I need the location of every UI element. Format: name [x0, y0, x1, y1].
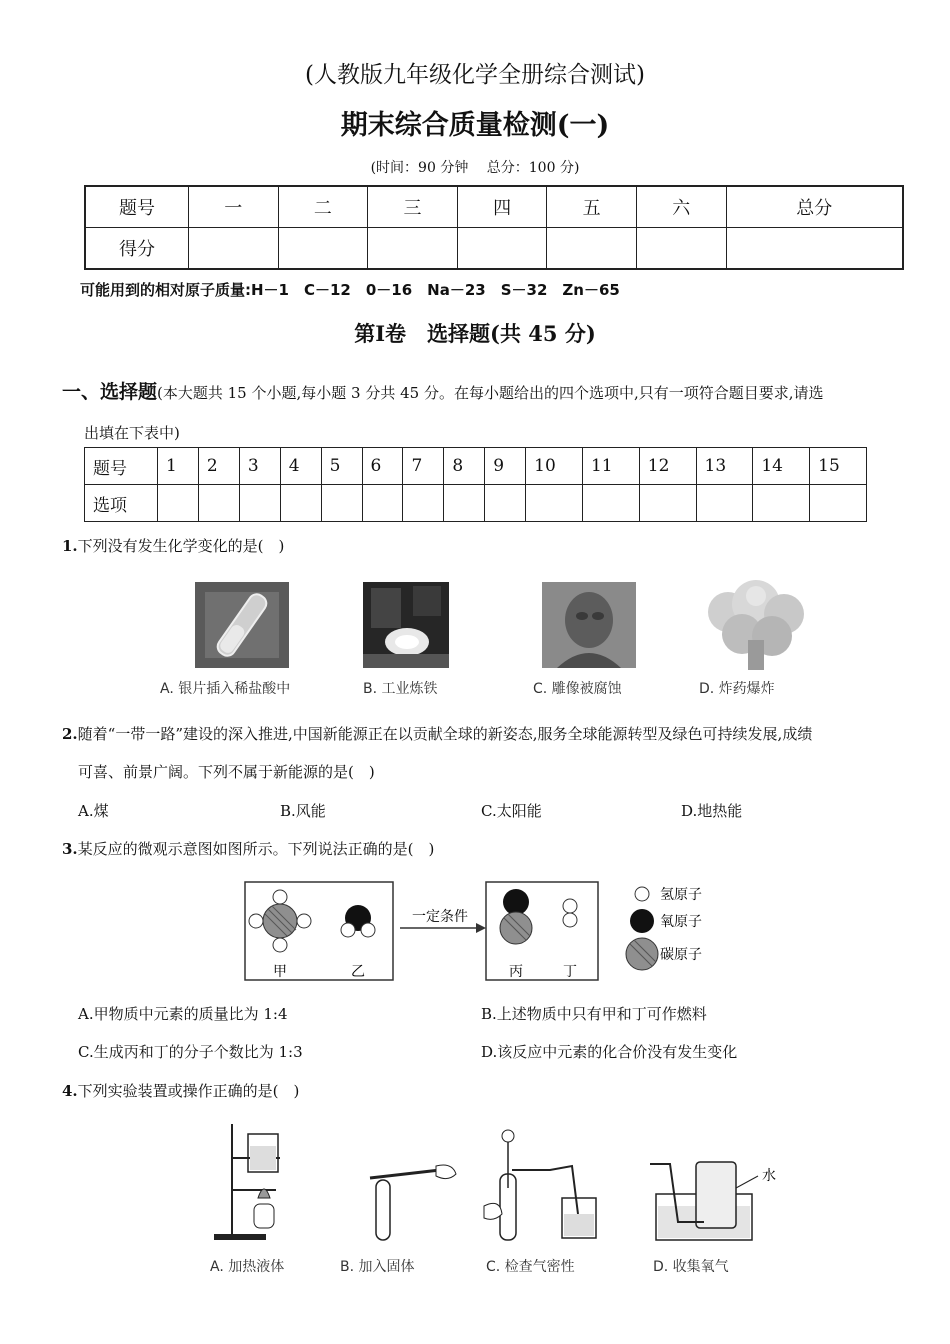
- score-input-cell[interactable]: [189, 228, 279, 270]
- answer-number: 6: [362, 448, 403, 485]
- q2-option-a[interactable]: A.煤: [78, 802, 109, 820]
- q1-caption-c: C. 雕像被腐蚀: [533, 681, 622, 697]
- legend-carbon: 碳原子: [660, 947, 702, 963]
- legend-hydrogen: 氢原子: [660, 887, 702, 903]
- question-text: 下列实验装置或操作正确的是( ): [77, 1082, 300, 1100]
- answer-header-label: 题号: [85, 448, 158, 485]
- answer-cell[interactable]: [198, 485, 239, 522]
- label-jia: 甲: [273, 964, 287, 980]
- question-2: [62, 723, 912, 744]
- explosion-photo: [698, 578, 814, 672]
- question-text: 下列没有发生化学变化的是( ): [77, 537, 285, 555]
- answer-number: 9: [485, 448, 526, 485]
- score-header-cell: 总分: [726, 186, 903, 228]
- score-header-cell: 二: [278, 186, 368, 228]
- score-header-cell: 五: [547, 186, 637, 228]
- question-3: [62, 838, 434, 859]
- section-title: 第Ⅰ卷 选择题(共 45 分): [354, 321, 596, 346]
- q3-option-d[interactable]: D.该反应中元素的化合价没有发生变化: [481, 1043, 738, 1061]
- score-input-cell[interactable]: [457, 228, 547, 270]
- answer-number: 7: [403, 448, 444, 485]
- q2-option-b[interactable]: B.风能: [280, 802, 326, 820]
- answer-number: 4: [280, 448, 321, 485]
- answer-cell[interactable]: [485, 485, 526, 522]
- score-header-cell: 四: [457, 186, 547, 228]
- time-info: (时间：90 分钟 总分：100 分): [370, 160, 580, 176]
- score-input-cell[interactable]: [636, 228, 726, 270]
- part1-intro: [62, 372, 902, 453]
- answer-cell[interactable]: [696, 485, 753, 522]
- airtightness-apparatus: [484, 1130, 596, 1240]
- statue-photo: [542, 582, 636, 668]
- q3-option-a[interactable]: A.甲物质中元素的质量比为 1:4: [78, 1005, 288, 1023]
- answer-cell[interactable]: [403, 485, 444, 522]
- score-row-label: 得分: [85, 228, 189, 270]
- score-input-cell[interactable]: [547, 228, 637, 270]
- arrow-label: 一定条件: [412, 909, 468, 925]
- q2-option-c[interactable]: C.太阳能: [481, 802, 542, 820]
- q1-figure: [150, 578, 815, 700]
- answer-number: 15: [810, 448, 867, 485]
- answer-number: 3: [239, 448, 280, 485]
- legend-oxygen: 氧原子: [660, 914, 702, 930]
- question-number: 4.: [62, 1082, 78, 1100]
- question-2-line2: 可喜、前景广阔。下列不属于新能源的是( ): [78, 763, 375, 781]
- label-yi: 乙: [351, 964, 365, 980]
- score-header-cell: 一: [189, 186, 279, 228]
- answer-cell[interactable]: [639, 485, 696, 522]
- answer-cell[interactable]: [362, 485, 403, 522]
- smelting-photo: [363, 582, 449, 668]
- question-number: 3.: [62, 840, 78, 858]
- answer-cell[interactable]: [239, 485, 280, 522]
- answer-cell[interactable]: [158, 485, 199, 522]
- question-4: [62, 1080, 299, 1101]
- exam-subtitle: (人教版九年级化学全册综合测试): [305, 62, 645, 88]
- q3-option-c[interactable]: C.生成丙和丁的分子个数比为 1:3: [78, 1043, 303, 1061]
- q4-caption-b: B. 加入固体: [340, 1259, 415, 1275]
- score-header-cell: 三: [368, 186, 458, 228]
- answer-cell[interactable]: [810, 485, 867, 522]
- heating-apparatus: [214, 1124, 280, 1240]
- answer-number: 1: [158, 448, 199, 485]
- q4-caption-a: A. 加热液体: [210, 1259, 285, 1275]
- reaction-diagram: [240, 876, 740, 988]
- answer-table: [84, 447, 867, 522]
- answer-cell[interactable]: [582, 485, 639, 522]
- answer-number: 13: [696, 448, 753, 485]
- answer-number: 2: [198, 448, 239, 485]
- answer-cell[interactable]: [444, 485, 485, 522]
- answer-cell[interactable]: [753, 485, 810, 522]
- answer-cell[interactable]: [526, 485, 583, 522]
- answer-cell[interactable]: [280, 485, 321, 522]
- score-header-cell: 六: [636, 186, 726, 228]
- label-ding: 丁: [563, 964, 577, 980]
- answer-number: 12: [639, 448, 696, 485]
- lab-apparatus-figure: [200, 1118, 780, 1258]
- q1-caption-b: B. 工业炼铁: [363, 681, 438, 697]
- q1-caption-d: D. 炸药爆炸: [699, 681, 775, 697]
- answer-number: 5: [321, 448, 362, 485]
- part1-instructions-2: 出填在下表中): [84, 424, 180, 442]
- part1-heading: 一、选择题: [62, 381, 158, 403]
- score-table: [84, 185, 904, 270]
- answer-number: 14: [753, 448, 810, 485]
- collect-oxygen-apparatus: [650, 1162, 776, 1240]
- q3-option-b[interactable]: B.上述物质中只有甲和丁可作燃料: [481, 1005, 707, 1023]
- exam-title: 期末综合质量检测(一): [340, 110, 610, 141]
- score-input-cell[interactable]: [726, 228, 903, 270]
- part1-instructions-1: (本大题共 15 个小题,每小题 3 分共 45 分。在每小题给出的四个选项中,只有一项符合题目要求,请选: [157, 384, 824, 402]
- atomic-masses: 可能用到的相对原子质量:H－1 C－12 0－16 Na－23 S－32 Zn－65: [80, 281, 620, 299]
- q4-caption-c: C. 检查气密性: [486, 1259, 575, 1275]
- water-label: 水: [762, 1168, 776, 1184]
- q4-caption-d: D. 收集氧气: [653, 1259, 729, 1275]
- score-input-cell[interactable]: [368, 228, 458, 270]
- question-1: [62, 535, 284, 556]
- question-number: 1.: [62, 537, 78, 555]
- q2-option-d[interactable]: D.地热能: [681, 802, 743, 820]
- adding-solid-apparatus: [370, 1165, 456, 1240]
- answer-row-label: 选项: [85, 485, 158, 522]
- question-number: 2.: [62, 725, 78, 743]
- q1-caption-a: A. 银片插入稀盐酸中: [160, 681, 291, 697]
- score-input-cell[interactable]: [278, 228, 368, 270]
- test-tube-photo: [195, 582, 289, 668]
- answer-cell[interactable]: [321, 485, 362, 522]
- question-text: 随着“一带一路”建设的深入推进,中国新能源正在以贡献全球的新姿态,服务全球能源转型及绿色可持续发展,成绩: [77, 725, 813, 743]
- answer-number: 8: [444, 448, 485, 485]
- label-bing: 丙: [509, 964, 523, 980]
- score-header-cell: 题号: [85, 186, 189, 228]
- answer-number: 11: [582, 448, 639, 485]
- question-text: 某反应的微观示意图如图所示。下列说法正确的是( ): [77, 840, 435, 858]
- answer-number: 10: [526, 448, 583, 485]
